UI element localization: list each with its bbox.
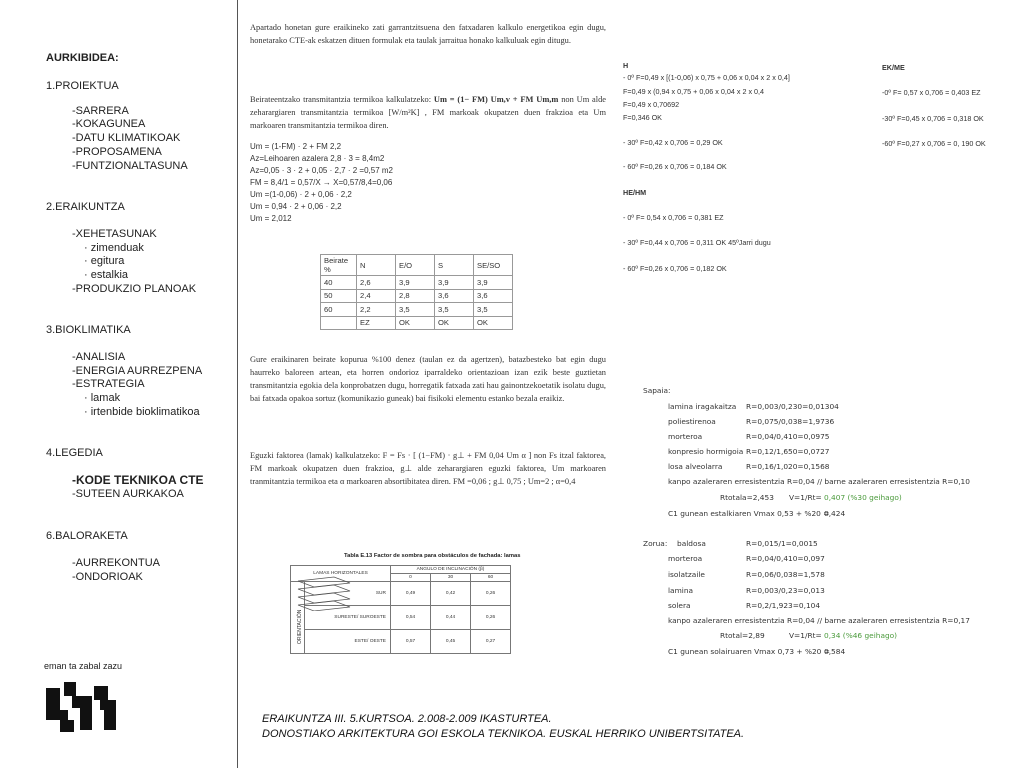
table-header-row: [321, 255, 513, 276]
vmax-check: C1 gunean solairuaren Vmax 0,73 + %20 =: [668, 647, 830, 656]
table-cell: 0,26: [471, 606, 511, 630]
layer-name: poliestirenoa: [668, 417, 716, 426]
table-cell: 2,2: [357, 303, 396, 317]
layer-value: R=0,06/0,038=1,578: [746, 570, 825, 579]
table-cell: 0,54: [391, 606, 431, 630]
layer-name: morteroa: [668, 432, 703, 441]
table-cell: EZ: [357, 316, 396, 330]
index-item[interactable]: -KOKAGUNEA: [72, 118, 146, 130]
table-row: [321, 303, 513, 317]
table-row: [291, 630, 511, 654]
table-header-cell: S: [435, 255, 474, 276]
table-cell: 0,27: [471, 630, 511, 654]
hehm-line: - 60º F=0,26 x 0,706 = 0,182 OK: [623, 264, 727, 273]
vmax-value: 0,584: [824, 647, 846, 656]
index-item[interactable]: -XEHETASUNAK: [72, 228, 157, 240]
transmittance-desc: non Um alde zeharargiaren transmitantzia termikoa [W/m²K] , FM markoak okupatzen duen frakzioa eta Um markoaren transmitantzia termikoa diren.: [250, 95, 606, 130]
table-cell: 0,45: [431, 630, 471, 654]
layer-name: konpresio hormigoia: [668, 447, 744, 456]
table-cell: 2,8: [396, 289, 435, 303]
layer-name: morteroa: [668, 554, 703, 563]
ehu-emblem-icon: [44, 680, 120, 736]
table-cell: ESTE/ OESTE: [305, 630, 391, 654]
index-subitem[interactable]: · irtenbide bioklimatikoa: [84, 406, 200, 420]
louvre-diagram-icon: [294, 573, 354, 611]
table-cell: 3,9: [435, 276, 474, 290]
vmax-check: C1 gunean estalkiaren Vmax 0,53 + %20 =: [668, 509, 830, 518]
layer-name: losa alveolarra: [668, 462, 723, 471]
table-cell: 0,49: [391, 582, 431, 606]
footer-course: ERAIKUNTZA III. 5.KURTSOA. 2.008-2.009 IKASTURTEA.: [262, 713, 552, 725]
table-cell: 3,9: [396, 276, 435, 290]
h-line: - 0º F=0,49 x [(1-0,06) x 0,75 + 0,06 x 0,04 x 2 x 0,4]: [623, 73, 790, 82]
total-resistance: Rtotala=2,453: [720, 493, 774, 502]
table-header-cell: ANGULO DE INCLINACIÓN (β): [391, 566, 511, 574]
calc-line: Um = 0,94 · 2 + 0,06 · 2,2: [250, 202, 342, 211]
index-item[interactable]: -ESTRATEGIA: [72, 378, 145, 390]
index-item[interactable]: -AURREKONTUA: [72, 557, 161, 569]
hehm-line: - 30º F=0,44 x 0,706 = 0,311 OK 45ºJarri dugu: [623, 238, 771, 247]
index-subitem[interactable]: · egitura: [84, 255, 124, 269]
h-line: - 60º F=0,26 x 0,706 = 0,184 OK: [623, 162, 727, 171]
page-footer: [262, 712, 744, 742]
index-item[interactable]: -FUNTZIONALTASUNA: [72, 160, 188, 172]
glass-transmittance-table: [320, 254, 513, 330]
table-cell: 2,6: [357, 276, 396, 290]
h-line: F=0,49 x 0,70692: [623, 100, 680, 109]
layer-name: solera: [668, 601, 691, 610]
calc-line: Um = 2,012: [250, 214, 292, 223]
index-subitem[interactable]: · zimenduak: [84, 242, 144, 256]
table-cell: OK: [435, 316, 474, 330]
table-header-cell: E/O: [396, 255, 435, 276]
footer-school: DONOSTIAKO ARKITEKTURA GOI ESKOLA TEKNIKOA. EUSKAL HERRIKO UNIBERTSITATEA.: [262, 728, 745, 740]
section-title[interactable]: 1.PROIEKTUA: [46, 80, 119, 92]
h-title: H: [623, 61, 629, 70]
index-item[interactable]: -SARRERA: [72, 105, 129, 117]
h-line: F=0,49 x (0,94 x 0,75 + 0,06 x 0,04 x 2 x 0,4: [623, 87, 765, 96]
section-title[interactable]: 2.ERAIKUNTZA: [46, 201, 125, 213]
layer-value: R=0,2/1,923=0,104: [746, 601, 821, 610]
layer-value: R=0,003/0,230=0,01304: [746, 402, 839, 411]
surface-resistance: kanpo azaleraren erresistentzia R=0,04 // barne azaleraren erresistentzia R=0,10: [668, 477, 970, 486]
solar-factor-formula: Eguzki faktorea (lamak) kalkulatzeko: F = Fs · [ (1−FM) · g⊥ + FM 0,04 Um α ]: [250, 451, 532, 460]
table-row: [321, 316, 513, 330]
index-heading: AURKIBIDEA:: [46, 52, 119, 64]
table-cell: 2,4: [357, 289, 396, 303]
u-value-result: 0,34 (%46 geihago): [824, 631, 898, 640]
total-resistance: Rtotal=2,89: [720, 631, 765, 640]
table-cell: 0,26: [471, 582, 511, 606]
sidebar-index: [0, 0, 238, 768]
table-cell: 0,42: [431, 582, 471, 606]
shade-factor-figure: [290, 553, 560, 661]
layer-name: isolatzaile: [668, 570, 705, 579]
table-cell: 0,57: [391, 630, 431, 654]
table-row: [321, 289, 513, 303]
table-cell: 0,44: [431, 606, 471, 630]
section-title[interactable]: 3.BIOKLIMATIKA: [46, 324, 131, 336]
ekme-line: -30º F=0,45 x 0,706 = 0,318 OK: [882, 114, 984, 123]
table-cell: OK: [396, 316, 435, 330]
surface-resistance: kanpo azaleraren erresistentzia R=0,04 // barne azaleraren erresistentzia R=0,17: [668, 616, 970, 625]
calc-line: Um = (1-FM) · 2 + FM 2,2: [250, 142, 342, 151]
orientation-label: ORIENTACIÓN: [296, 609, 303, 644]
index-item[interactable]: -ENERGIA AURREZPENA: [72, 365, 203, 377]
table-header-cell: N: [357, 255, 396, 276]
layer-value: R=0,16/1,020=0,1568: [746, 462, 830, 471]
table-cell: 3,5: [474, 303, 513, 317]
layer-name: lamina iragakaitza: [668, 402, 737, 411]
solar-factor-paragraph: [250, 449, 606, 488]
ekme-line: -0º F= 0,57 x 0,706 = 0,403 EZ: [882, 88, 981, 97]
table-cell: 3,6: [435, 289, 474, 303]
university-logo: [44, 660, 124, 740]
table-cell: 40: [321, 276, 357, 290]
u-value-result: 0,407 (%30 geihago): [824, 493, 902, 502]
table-cell: 3,5: [396, 303, 435, 317]
table-cell: 3,6: [474, 289, 513, 303]
h-line: F=0,346 OK: [623, 113, 662, 122]
table-header-cell: 30: [431, 574, 471, 582]
calc-line: Az=Leihoaren azalera 2,8 · 3 = 8,4m2: [250, 154, 385, 163]
index-item[interactable]: -SUTEEN AURKAKOA: [72, 488, 184, 500]
table-header-cell: SE/SO: [474, 255, 513, 276]
index-item[interactable]: -ONDORIOAK: [72, 571, 143, 583]
layer-value: R=0,003/0,23=0,013: [746, 586, 825, 595]
ekme-title: EK/ME: [882, 63, 905, 72]
h-line: - 30º F=0,42 x 0,706 = 0,29 OK: [623, 138, 723, 147]
table-header-cell: 0: [391, 574, 431, 582]
calc-line: Um =(1-0,06) · 2 + 0,06 · 2,2: [250, 190, 352, 199]
index-item[interactable]: -DATU KLIMATIKOAK: [72, 132, 181, 144]
u-value-label: V=1/Rt=: [789, 493, 822, 502]
table-cell: 3,5: [435, 303, 474, 317]
vmax-value: 0,424: [824, 509, 846, 518]
section-title[interactable]: 6.BALORAKETA: [46, 530, 128, 542]
index-item-current[interactable]: -KODE TEKNIKOA CTE: [72, 473, 204, 487]
table-header-cell: 60: [471, 574, 511, 582]
table-cell: SURESTE/ SUROESTE: [305, 606, 391, 630]
layer-name: baldosa: [677, 539, 706, 548]
table-cell: SUR: [305, 582, 391, 606]
section-title[interactable]: 4.LEGEDIA: [46, 447, 103, 459]
table-cell: OK: [474, 316, 513, 330]
transmittance-formula: Um = (1− FM) Um,v + FM Um,m: [433, 95, 559, 104]
layer-value: R=0,015/1=0,0015: [746, 539, 818, 548]
logo-motto: eman ta zabal zazu: [44, 661, 123, 671]
table-header-cell: Beirate %: [321, 255, 357, 276]
u-value-label: V=1/Rt=: [789, 631, 822, 640]
facade-paragraph: Gure eraikinaren beirate kopurua %100 denez (taulan ez da agertzen), batazbesteko bat egin dugu haurreko baloreen artean, eta horren ondorioz iparraldeko orientazioan izan ezik beste guztietan transmitantzia egokia dela konprobatzen dugu, horregatik fatxada zati hau gainontzekoetatik isolatu dugu, bai fatxada opakoa sortuz (komunikazio guneak) bai fisikoki elementu estanko bezala eraikiz.: [250, 355, 606, 403]
solar-factor-desc: non Fs itzal faktorea, FM markoak okupatzen duen frakzioa, g⊥ alde zeharargiaren eguzki faktorea, Um markoaren tranmitantzia termikoa eta α markoaren absortibitatea diren. FM =0,06 ; g⊥ 0,75 ; Um=2 ; α=0,4: [250, 451, 607, 486]
calc-line: Az=0,05 · 3 · 2 + 0,05 · 2,7 · 2 =0,57 m2: [250, 166, 393, 175]
layer-value: R=0,04/0,410=0,0975: [746, 432, 830, 441]
hehm-title: HE/HM: [623, 188, 647, 197]
sapaia-title: Sapaia:: [643, 386, 671, 395]
index-item[interactable]: -PRODUKZIO PLANOAK: [72, 283, 197, 295]
figure-caption: Tabla E.13 Factor de sombra para obstáculos de fachada: lamas: [344, 553, 521, 559]
zorua-title: Zorua:: [643, 539, 668, 548]
table-cell: [321, 316, 357, 330]
table-cell: 3,9: [474, 276, 513, 290]
index-subitem[interactable]: · estalkia: [84, 269, 128, 283]
table-row: [321, 276, 513, 290]
layer-value: R=0,075/0,038=1,9736: [746, 417, 835, 426]
index-item[interactable]: -ANALISIA: [72, 351, 126, 363]
layer-name: lamina: [668, 586, 694, 595]
calc-line: FM = 8,4/1 = 0,57/X → X=0,57/8,4=0,06: [250, 178, 393, 187]
table-header-cell: LAMAS HORIZONTALES: [291, 566, 391, 582]
index-item[interactable]: -PROPOSAMENA: [72, 146, 162, 158]
table-cell: 50: [321, 289, 357, 303]
layer-value: R=0,12/1,650=0,0727: [746, 447, 830, 456]
table-cell: 60: [321, 303, 357, 317]
intro-paragraph: Apartado honetan gure eraikineko zati garrantzitsuena den fatxadaren kalkulo energetikoa egin dugu, honetarako CTE-ak eskatzen dituen formulak eta taulak jarraitua honako kalkuluak egin ditugu.: [250, 23, 606, 45]
layer-value: R=0,04/0,410=0,097: [746, 554, 825, 563]
ekme-line: -60º F=0,27 x 0,706 = 0, 190 OK: [882, 139, 986, 148]
transmittance-intro: Beirateentzako transmitantzia termikoa kalkulatzeko:: [250, 95, 432, 104]
hehm-line: - 0º F= 0,54 x 0,706 = 0,381 EZ: [623, 213, 724, 222]
index-subitem[interactable]: · lamak: [84, 392, 120, 406]
transmittance-paragraph: [250, 93, 606, 132]
